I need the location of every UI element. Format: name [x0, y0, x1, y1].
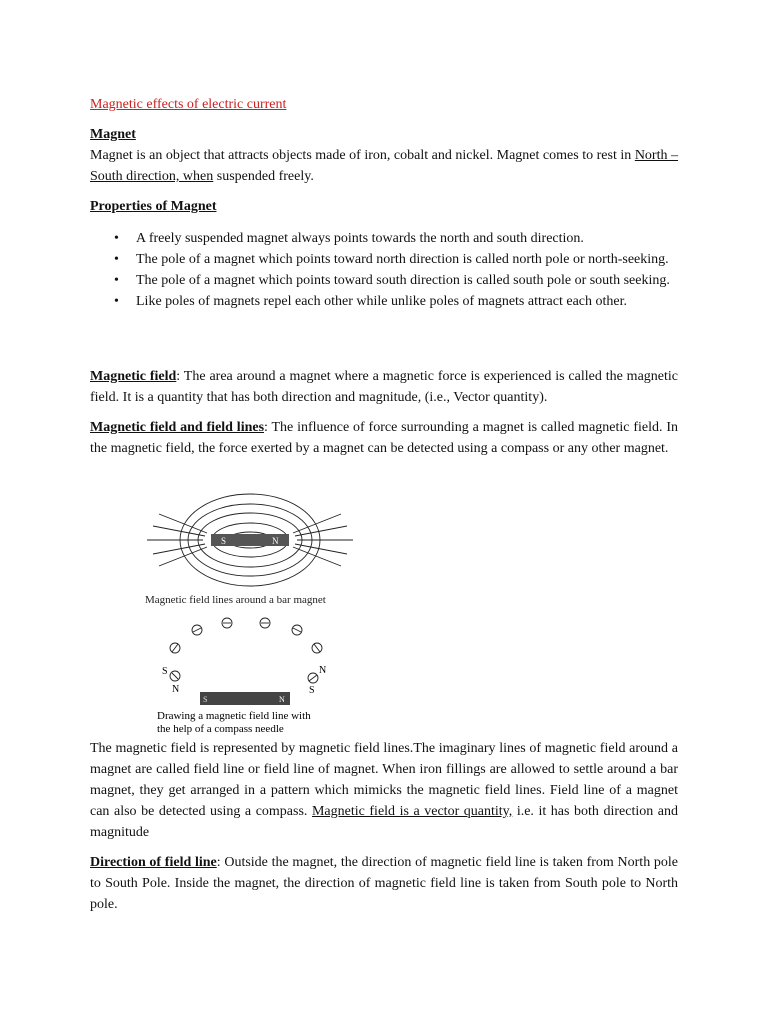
list-item: • A freely suspended magnet always points towards the north and south direction. [114, 231, 584, 246]
magnetic-field-paragraph [90, 366, 678, 408]
magnetic-field-figure [145, 480, 355, 740]
magnet-pole-n: N [272, 536, 279, 546]
magnetic-field-text: : The area around a magnet where a magnetic force is experienced is called the magnetic field. It is a quantity that has both direction and magnitude, (i.e., Vector quantity). [90, 369, 678, 405]
compass-right-n: N [319, 665, 327, 676]
caption-compass-line2: the help of a compass needle [157, 723, 284, 735]
field-lines-text: : The influence of force surrounding a magnet is called magnetic field. In the magnetic field, the force exerted by a magnet can be detected using a compass or any other magnet. [90, 420, 678, 456]
representation-tail: i.e. it has both direction and magnitude [90, 804, 678, 840]
caption-bar-magnet: Magnetic field lines around a bar magnet [145, 594, 326, 606]
list-item: • Like poles of magnets repel each other while unlike poles of magnets attract each other. [114, 294, 627, 309]
page-title: Magnetic effects of electric current [90, 97, 287, 112]
magnet2-pole-n: N [279, 695, 285, 704]
properties-list [90, 228, 678, 312]
caption-compass-line1: Drawing a magnetic field line with [157, 710, 311, 722]
properties-heading: Properties of Magnet [90, 199, 217, 214]
bar-magnet-2 [200, 692, 290, 705]
magnetic-field-heading: Magnetic field [90, 369, 177, 384]
compass-left-n: N [172, 684, 180, 695]
magnet-text [90, 145, 678, 187]
direction-text: : Outside the magnet, the direction of magnetic field line is taken from North pole to South Pole. Inside the magnet, the direction of magnetic field line is taken from South pole to North pole. [90, 855, 678, 912]
direction-heading: Direction of field line [90, 855, 217, 870]
compass-right-s: S [309, 685, 315, 696]
magnet-text-underlined: North – South direction, when [90, 148, 679, 184]
field-lines-paragraph [90, 417, 678, 459]
compass-needles [170, 618, 322, 683]
representation-paragraph [90, 738, 678, 843]
representation-text: The magnetic field is represented by magnetic field lines.The imaginary lines of magnetic field around a magnet are called field line or field line of magnet. When iron fillings are allowed to settle around a bar magnet, they get arranged in a pattern which mimicks the magnetic field lines. Field line of a magnet can also be detected using a compass. [90, 741, 678, 819]
list-item: • The pole of a magnet which points toward north direction is called north pole or north-seeking. [114, 252, 669, 267]
field-lines-heading: Magnetic field and field lines [90, 420, 265, 435]
list-item: • The pole of a magnet which points toward south direction is called south pole or south seeking. [114, 273, 670, 288]
magnet-pole-s: S [221, 536, 227, 546]
compass-left-s: S [162, 666, 168, 677]
magnet-text-line1: Magnet is an object that attracts objects made of iron, cobalt and nickel. Magnet comes to rest in [90, 148, 632, 163]
magnet2-pole-s: S [203, 695, 208, 704]
direction-paragraph [90, 852, 678, 915]
magnet-text-rest: suspended freely. [213, 169, 314, 184]
magnet-section [90, 124, 678, 187]
magnet-heading: Magnet [90, 127, 136, 142]
representation-underlined: Magnetic field is a vector quantity, [311, 804, 513, 819]
